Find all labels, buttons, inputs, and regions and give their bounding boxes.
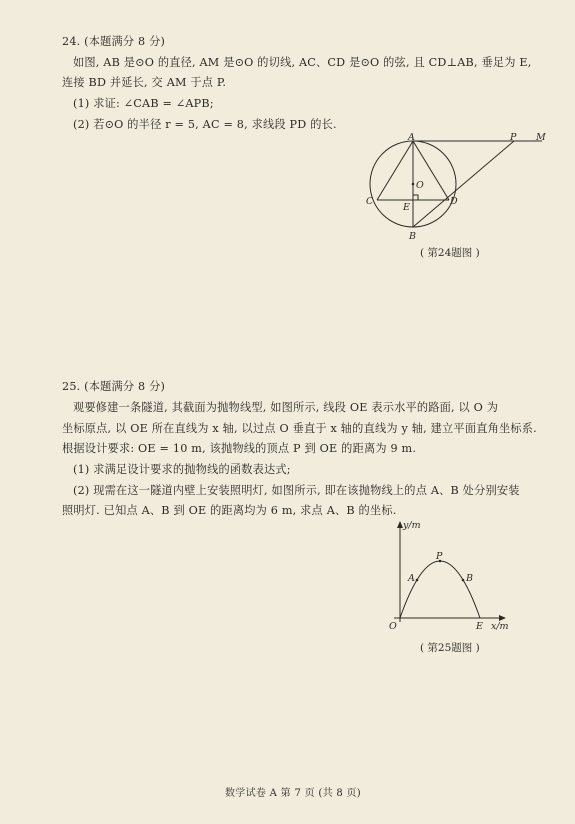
q25-caption: ( 第25题图 ) <box>420 642 480 654</box>
label-p: P <box>510 132 517 143</box>
q25-figure <box>378 518 518 634</box>
parabola-curve <box>400 561 480 618</box>
label-o: O <box>416 180 424 191</box>
label-b: B <box>466 573 473 584</box>
q25-part-2b: 照明灯. 已知点 A、B 到 OE 的距离均为 6 m, 求点 A、B 的坐标. <box>62 504 397 517</box>
label-e: E <box>403 202 410 213</box>
q25-part-2a: (2) 现需在这一隧道内壁上安装照明灯, 如图所示, 即在该抛物线上的点 A、B 处分别安装 <box>73 484 520 497</box>
center-dot <box>412 183 415 186</box>
q25-paragraph-3: 根据设计要求: OE = 10 m, 该抛物线的顶点 P 到 OE 的距离为 9 m. <box>62 442 417 455</box>
point-a <box>416 579 419 582</box>
label-a: A <box>408 573 415 584</box>
q24-paragraph-1: 如图, AB 是⊙O 的直径, AM 是⊙O 的切线, AC、CD 是⊙O 的弦, 且 CD⊥AB, 垂足为 E, <box>73 56 532 69</box>
q24-part-1: (1) 求证: ∠CAB = ∠APB; <box>73 97 214 110</box>
label-a: A <box>408 132 415 143</box>
q25-paragraph-1: 观要修建一条隧道, 其截面为抛物线型, 如图所示, 线段 OE 表示水平的路面, 以 O 为 <box>73 401 499 414</box>
x-axis-label: x/m <box>491 621 509 632</box>
q24-header: 24. (本题满分 8 分) <box>62 35 166 48</box>
page-footer: 数学试卷 A 第 7 页 (共 8 页) <box>225 788 361 799</box>
label-m: M <box>536 132 546 143</box>
label-origin: O <box>389 621 397 632</box>
q25-part-1: (1) 求满足设计要求的抛物线的函数表达式; <box>73 463 291 476</box>
label-c: C <box>366 196 374 207</box>
q25-paragraph-2: 坐标原点, 以 OE 所在直线为 x 轴, 以过点 O 垂直于 x 轴的直线为 y 轴, 建立平面直角坐标系. <box>62 422 537 435</box>
chord-ac <box>377 141 413 200</box>
label-d: D <box>450 196 458 207</box>
segment-bp <box>413 141 514 227</box>
label-b: B <box>409 231 416 242</box>
y-axis-label: y/m <box>403 520 421 531</box>
point-b <box>462 579 465 582</box>
q24-figure <box>350 132 560 244</box>
q24-caption: ( 第24题图 ) <box>420 247 480 259</box>
right-angle-mark <box>413 195 418 200</box>
q24-paragraph-2: 连接 BD 并延长, 交 AM 于点 P. <box>62 76 227 89</box>
label-p: P <box>436 551 443 562</box>
q24-part-2: (2) 若⊙O 的半径 r = 5, AC = 8, 求线段 PD 的长. <box>73 118 337 131</box>
label-e: E <box>476 621 483 632</box>
line-ad <box>413 141 449 200</box>
q25-header: 25. (本题满分 8 分) <box>62 380 166 393</box>
